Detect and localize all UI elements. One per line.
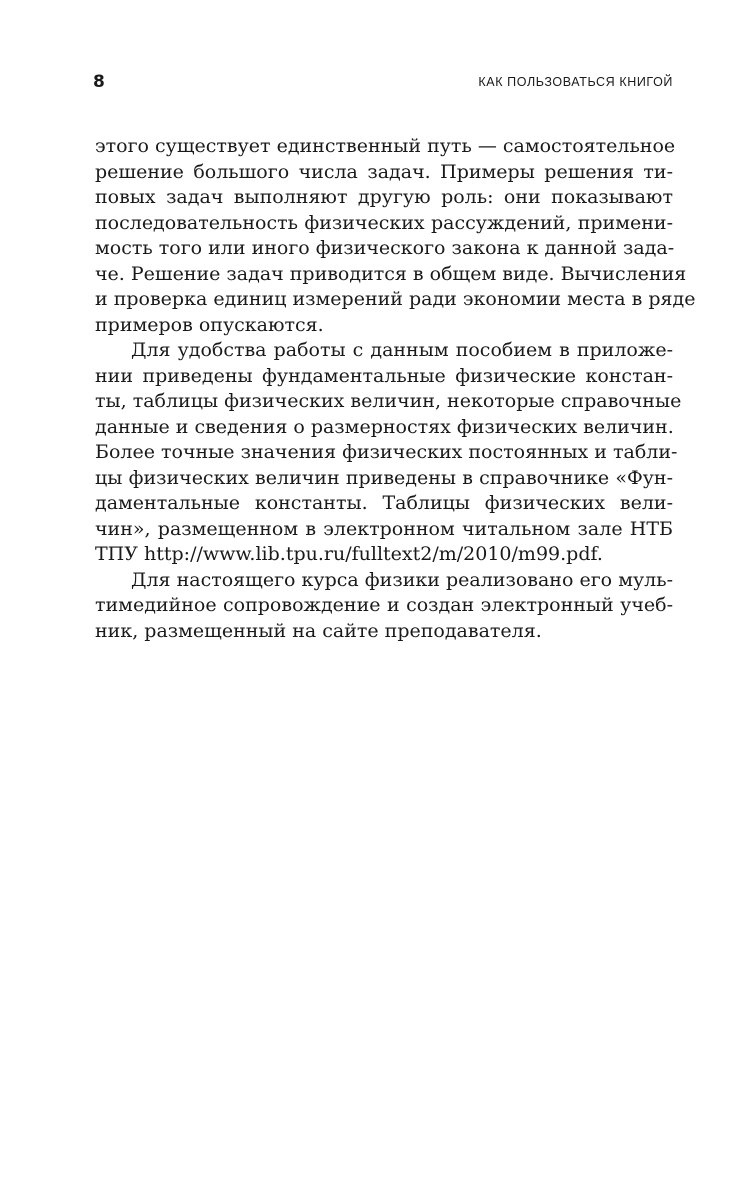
- text-line: ты, таблицы физических величин, некоторые справочные: [95, 390, 682, 412]
- text-line: этого существует единственный путь — самостоятельное: [95, 135, 676, 157]
- text-line: Более точные значения физических постоянных и табли-: [95, 441, 678, 463]
- text-line: Для настоящего курса физики реализовано его муль-: [131, 568, 673, 591]
- paragraph-2: [95, 338, 682, 568]
- paragraph-1: [95, 134, 696, 338]
- text-line: даментальные константы. Таблицы физических вели-: [95, 492, 673, 514]
- page-header: [93, 72, 673, 96]
- text-line: тимедийное сопровождение и создан электронный учеб-: [95, 594, 673, 616]
- text-line: последовательность физических рассуждений, примени-: [95, 211, 673, 234]
- text-line: ник, размещенный на сайте преподавателя.: [95, 619, 542, 642]
- text-line: нии приведены фундаментальные физические констан-: [95, 364, 673, 387]
- text-line: примеров опускаются.: [95, 313, 324, 336]
- text-line: че. Решение задач приводится в общем виде. Вычисления: [95, 262, 687, 285]
- text-line: решение большого числа задач. Примеры решения ти-: [95, 160, 673, 183]
- text-line: цы физических величин приведены в справочнике «Фун-: [95, 466, 673, 489]
- text-line: ТПУ http://www.lib.tpu.ru/fulltext2/m/2010/m99.pdf.: [95, 543, 603, 565]
- page-number: 8: [93, 72, 105, 92]
- text-line: и проверка единиц измерений ради экономии места в ряде: [95, 288, 696, 310]
- text-line: чин», размещенном в электронном читальном зале НТБ: [95, 517, 673, 540]
- text-line: повых задач выполняют другую роль: они показывают: [95, 186, 673, 208]
- text-line: мость того или иного физического закона к данной зада-: [95, 237, 675, 259]
- running-title: КАК ПОЛЬЗОВАТЬСЯ КНИГОЙ: [478, 75, 673, 89]
- text-line: данные и сведения о размерностях физических величин.: [95, 415, 674, 438]
- body-text: [95, 134, 696, 644]
- text-line: Для удобства работы с данным пособием в приложе-: [131, 339, 673, 361]
- paragraph-3: [95, 568, 673, 645]
